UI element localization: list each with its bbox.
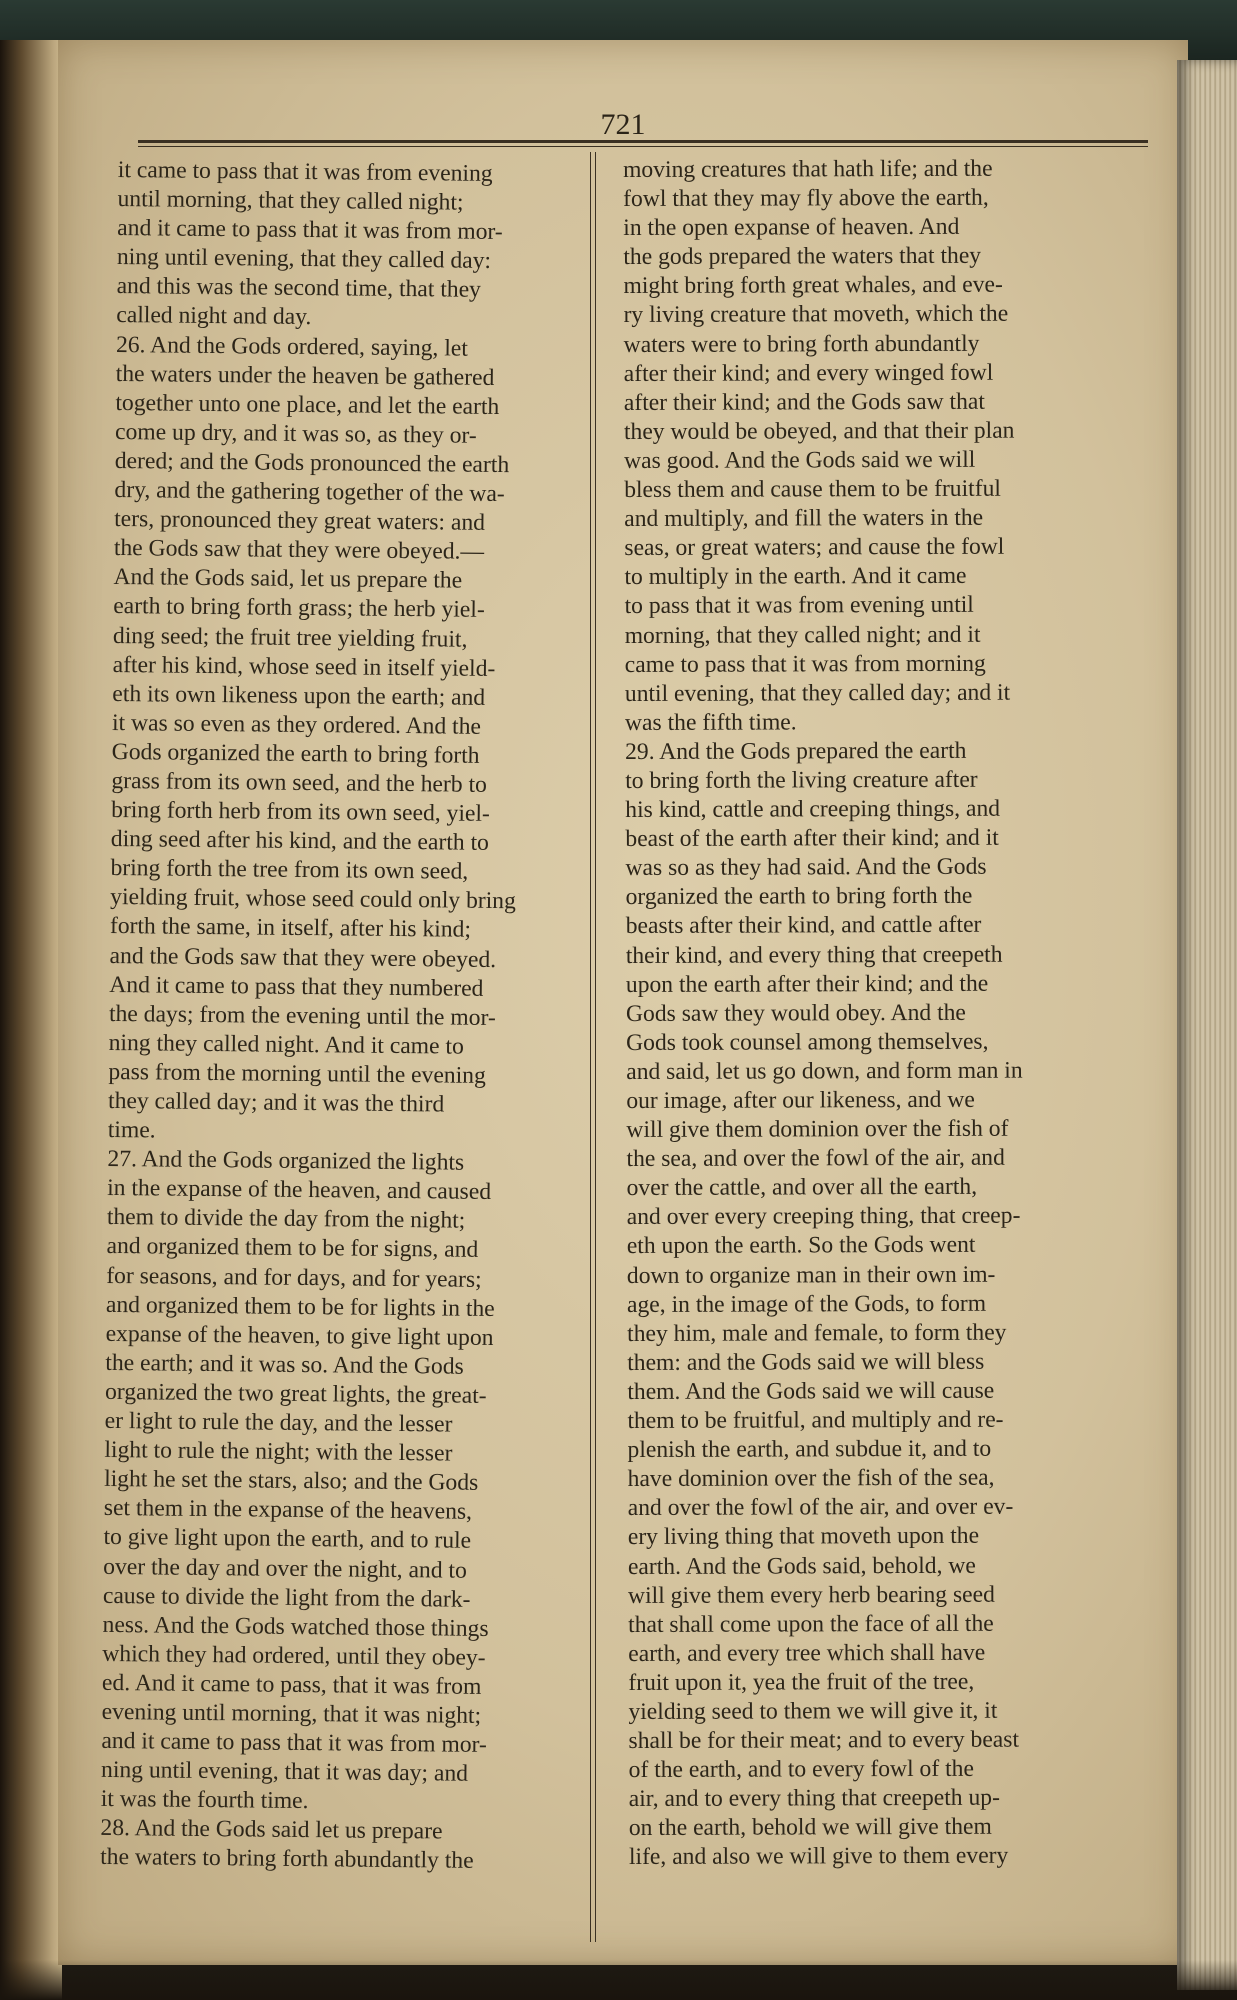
page-edges — [1177, 60, 1237, 1990]
page-number: 721 — [600, 108, 646, 141]
header-rule-thin — [138, 146, 1148, 147]
left-column-text: it came to pass that it was from evening until morning, that they called night; and it came to pass that it was from mor- ning until evening, that they called day: and this was the second time, that they called night and day. 26. And the Gods ordered, saying, let the waters under the heaven be gathered together unto one place, and let the earth come up dry, and it was so, as they or- dered; and the Gods pronounced the earth dry, and the gathering together of the wa- ters, pronounced they great waters: and the Gods saw that they were obeyed.— And the Gods said, let us prepare the earth to bring forth grass; the herb yiel- ding seed; the fruit tree yielding fruit, after his kind, whose seed in itself yield- eth its own likeness upon the earth; and it was so even as they ordered. And the Gods organized the earth to bring forth grass from its own seed, and the herb to bring forth herb from its own seed, yiel- ding seed after his kind, and the earth to bring forth the tree from its own seed, yielding fruit, whose seed could only bring forth the same, in itself, after his kind; and the Gods saw that they were obeyed. And it came to pass that they numbered the days; from the evening until the mor- ning they called night. And it came to pass from the morning until the evening they called day; and it was the third time. 27. And the Gods organized the lights in the expanse of the heaven, and caused them to divide the day from the night; and organized them to be for signs, and for seasons, and for days, and for years; and organized them to be for lights in the expanse of the heaven, to give light upon the earth; and it was so. And the Gods organized the two great lights, the great- er light to rule the day, and the lesser light to rule the night; with the lesser light he set the stars, also; and the Gods set them in the expanse of the heavens, to give light upon the earth, and to rule over the day and over the night, and to cause to divide the light from the dark- ness. And the Gods watched those things which they had ordered, until they obey- ed. And it came to pass, that it was from evening until morning, that it was night; and it came to pass that it was from mor- ning until evening, that it was day; and it was the fourth time. 28. And the Gods said let us prepare the waters to bring forth abundantly the — [100, 156, 516, 1875]
right-column-text: moving creatures that hath life; and the fowl that they may fly above the earth, in the open expanse of heaven. And the gods prepared the waters that they might bring forth great whales, and eve- ry living creature that moveth, which the waters were to bring forth abundantly after their kind; and every winged fowl after their kind; and the Gods saw that they would be obeyed, and that their plan was good. And the Gods said we will bless them and cause them to be fruitful and multiply, and fill the waters in the seas, or great waters; and cause the fowl to multiply in the earth. And it came to pass that it was from evening until morning, that they called night; and it came to pass that it was from morning until evening, that they called day; and it was the fifth time. 29. And the Gods prepared the earth to bring forth the living creature after his kind, cattle and creeping things, and beast of the earth after their kind; and it was so as they had said. And the Gods organized the earth to bring forth the beasts after their kind, and cattle after their kind, and every thing that creepeth upon the earth after their kind; and the Gods saw they would obey. And the Gods took counsel among themselves, and said, let us go down, and form man in our image, after our likeness, and we will give them dominion over the fish of the sea, and over the fowl of the air, and over the cattle, and over all the earth, and over every creeping thing, that creep- eth upon the earth. So the Gods went down to organize man in their own im- age, in the image of the Gods, to form they him, male and female, to form they them: and the Gods said we will bless them. And the Gods said we will cause them to be fruitful, and multiply and re- plenish the earth, and subdue it, and to have dominion over the fish of the sea, and over the fowl of the air, and over ev- ery living thing that moveth upon the earth. And the Gods said, behold, we will give them every herb bearing seed that shall come upon the face of all the earth, and every tree which shall have fruit upon it, yea the fruit of the tree, yielding seed to them we will give it, it shall be for their meat; and to every beast of the earth, and to every fowl of the air, and to every thing that creepeth up- on the earth, behold we will give them life, and also we will give to them every — [623, 155, 1023, 1871]
header-rule — [138, 140, 1148, 143]
bottom-shadow — [0, 1960, 1237, 2000]
book-spine — [0, 40, 62, 2000]
book-page — [58, 40, 1188, 1965]
column-divider — [590, 152, 596, 1942]
